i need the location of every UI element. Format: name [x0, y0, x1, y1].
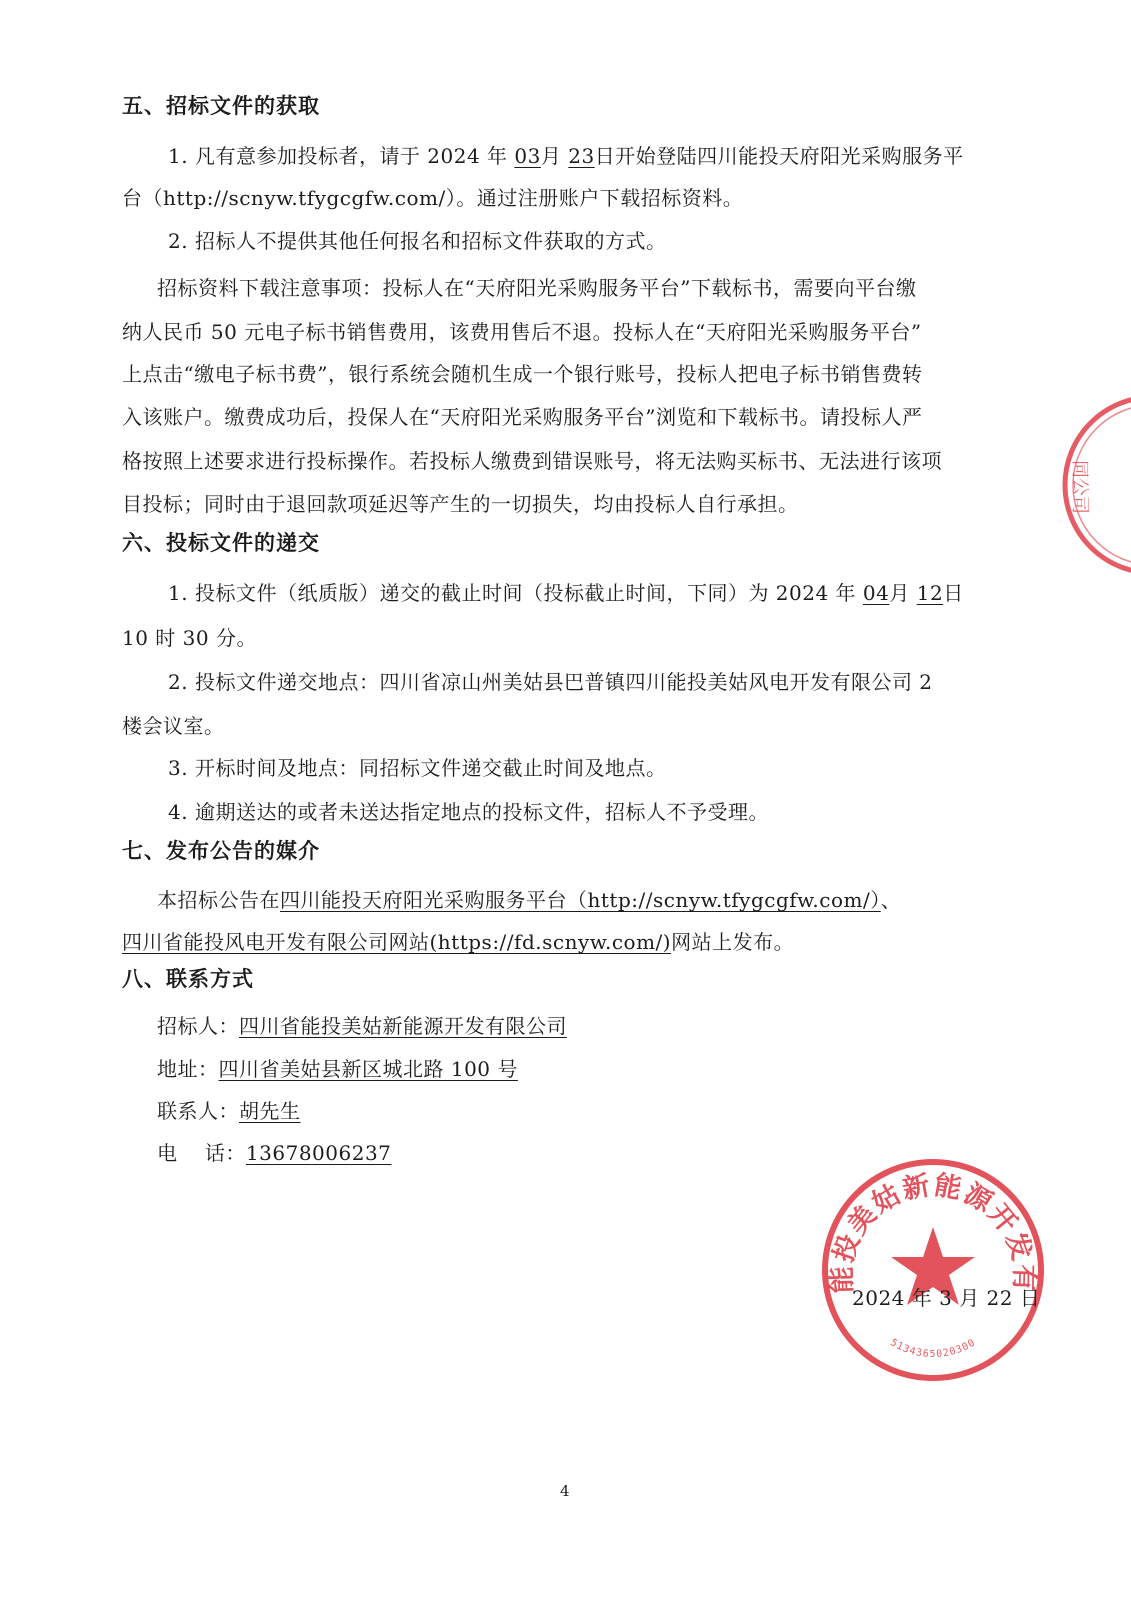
contact-tenderer [157, 1010, 567, 1039]
s6-item-1-month: 04 [862, 581, 890, 605]
contact-value: 胡先生 [239, 1099, 301, 1123]
s7-line-2-tail: 网站上发布。 [671, 930, 795, 954]
s7-website-link[interactable]: 四川省能投风电开发有限公司网站(https://fd.scnyw.com/) [122, 930, 672, 954]
s5-item-2: 2. 招标人不提供其他任何报名和招标文件获取的方式。 [168, 229, 667, 253]
s6-item-2: 2. 投标文件递交地点：四川省凉山州美姑县巴普镇四川能投美姑风电开发有限公司 2 [168, 670, 933, 694]
s5-note-line-4: 入该账户。缴费成功后，投保人在“天府阳光采购服务平台”浏览和下载标书。请投标人严 [122, 405, 923, 429]
tenderer-label: 招标人： [157, 1014, 239, 1038]
s5-item-1-text-c: 日开始登陆四川能投天府阳光采购服务平 [594, 144, 964, 168]
s6-item-4: 4. 逾期送达的或者未送达指定地点的投标文件，招标人不予受理。 [168, 800, 769, 824]
s6-item-1-text-a: 1. 投标文件（纸质版）递交的截止时间（投标截止时间，下同）为 2024 年 [168, 581, 857, 605]
s6-item-1-line-2: 10 时 30 分。 [122, 626, 257, 650]
s5-item-1-line-2: 台（http://scnyw.tfygcgfw.com/）。通过注册账户下载招标资料。 [122, 186, 744, 210]
s5-note-line-1: 招标资料下载注意事项：投标人在“天府阳光采购服务平台”下载标书，需要向平台缴 [157, 276, 917, 300]
s7-line-1-tail: 、 [880, 888, 902, 912]
s7-platform-link[interactable]: 四川能投天府阳光采购服务平台（http://scnyw.tfygcgfw.com/） [280, 888, 881, 912]
s5-item-1 [168, 140, 964, 169]
s6-item-1-text-b: 月 [889, 581, 910, 605]
phone-label: 电 话： [157, 1141, 246, 1165]
s7-line-1 [157, 884, 901, 913]
s5-note-line-3: 上点击“缴电子标书费”，银行系统会随机生成一个银行账号，投标人把电子标书销售费转 [122, 362, 923, 386]
s5-item-1-text-a: 1. 凡有意参加投标者，请于 2024 年 [168, 144, 508, 168]
section-7-title: 七、发布公告的媒介 [122, 839, 320, 863]
contact-label: 联系人： [157, 1099, 239, 1123]
company-seal-stamp [818, 1155, 1048, 1385]
s5-item-1-text-b: 月 [540, 144, 562, 168]
tenderer-value: 四川省能投美姑新能源开发有限公司 [239, 1014, 567, 1038]
address-value: 四川省美姑县新区城北路 100 号 [218, 1057, 518, 1081]
section-8-title: 八、联系方式 [122, 967, 254, 991]
s6-item-1 [168, 577, 964, 606]
svg-text:5134365020300 [888, 1337, 978, 1360]
s5-item-1-month: 03 [514, 144, 541, 168]
s7-line-2 [122, 926, 794, 955]
s5-note-line-2: 纳人民币 50 元电子标书销售费用，该费用售后不退。投标人在“天府阳光采购服务平台” [122, 320, 922, 344]
section-5-title: 五、招标文件的获取 [122, 94, 320, 118]
s6-item-2-line-2: 楼会议室。 [122, 714, 225, 738]
s6-item-3: 3. 开标时间及地点：同招标文件递交截止时间及地点。 [168, 756, 667, 780]
contact-address [157, 1053, 518, 1082]
seal-text: 能投美姑新能源开发有 [826, 1169, 1040, 1294]
page-number: 4 [560, 1482, 570, 1500]
address-label: 地址： [157, 1057, 219, 1081]
svg-text:同公司: 同公司 [1069, 460, 1090, 514]
section-6-title: 六、投标文件的递交 [122, 531, 320, 555]
contact-person [157, 1095, 301, 1124]
s5-item-1-day: 23 [568, 144, 595, 168]
partial-seal-stamp [1058, 390, 1131, 580]
s7-line-1-text: 本招标公告在 [157, 888, 280, 912]
s5-note-line-5: 格按照上述要求进行投标操作。若投标人缴费到错误账号，将无法购买标书、无法进行该项 [122, 449, 942, 473]
phone-value: 13678006237 [245, 1141, 392, 1165]
s6-item-1-day: 12 [916, 581, 944, 605]
s5-note-line-6: 目投标；同时由于退回款项延迟等产生的一切损失，均由投标人自行承担。 [122, 492, 799, 516]
s6-item-1-text-c: 日 [943, 581, 964, 605]
contact-phone [157, 1137, 391, 1166]
issue-date: 2024 年 3 月 22 日 [852, 1286, 1041, 1310]
seal-code: 5134365020300 [888, 1337, 978, 1361]
